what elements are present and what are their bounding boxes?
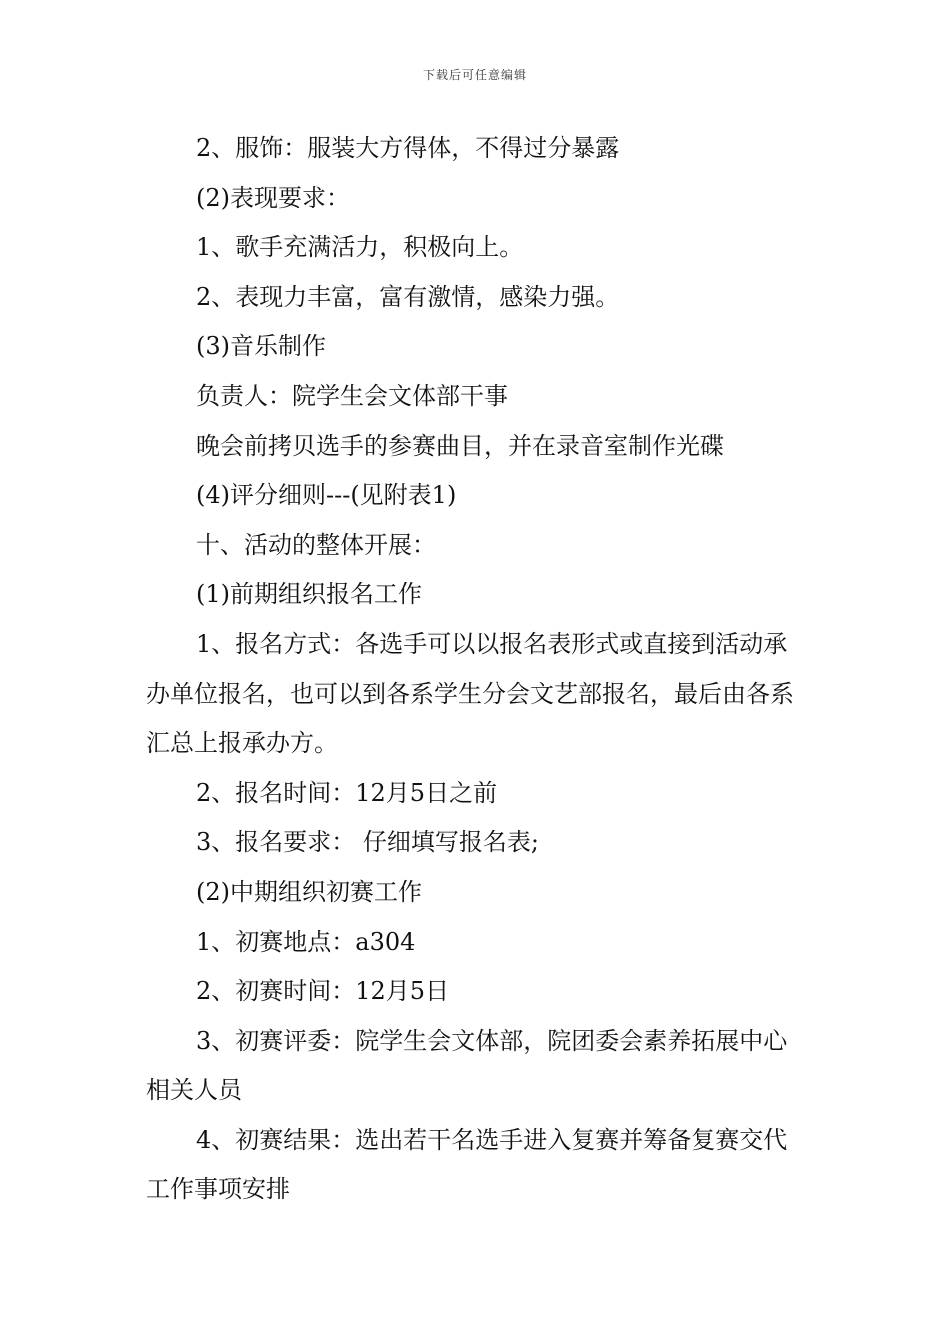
paragraph-registration-time: 2、报名时间：12月5日之前: [196, 778, 498, 807]
paragraph-registration-method: 1、报名方式：各选手可以以报名表形式或直接到活动承办单位报名，也可以到各系学生分会文艺部报名，最后由各系汇总上报承办方。: [146, 629, 794, 758]
paragraph-music-task: 晚会前拷贝选手的参赛曲目，并在录音室制作光碟: [196, 431, 724, 460]
paragraph-prelim-heading: (2)中期组织初赛工作: [196, 877, 422, 906]
paragraph-prelim-judges: 3、初赛评委：院学生会文体部，院团委会素养拓展中心相关人员: [146, 1026, 788, 1105]
paragraph-performance-2: 2、表现力丰富，富有激情，感染力强。: [196, 282, 620, 311]
paragraph-prelim-location: 1、初赛地点：a304: [196, 927, 416, 956]
paragraph-music-owner: 负责人：院学生会文体部干事: [196, 381, 508, 410]
paragraph-registration-requirement: 3、报名要求： 仔细填写报名表;: [196, 828, 539, 857]
paragraph-music-heading: (3)音乐制作: [196, 332, 326, 361]
paragraph-performance-heading: (2)表现要求：: [196, 183, 350, 212]
page-header-note: 下载后可任意编辑: [422, 68, 527, 82]
paragraph-prelim-time: 2、初赛时间：12月5日: [196, 977, 450, 1006]
paragraph-registration-heading: (1)前期组织报名工作: [196, 580, 422, 609]
paragraph-scoring: (4)评分细则---(见附表1): [196, 481, 457, 510]
document-body: [146, 124, 810, 1215]
paragraph-performance-1: 1、歌手充满活力，积极向上。: [196, 233, 524, 262]
paragraph-prelim-results: 4、初赛结果：选出若干名选手进入复赛并筹备复赛交代工作事项安排: [146, 1125, 788, 1204]
paragraph-dress: 2、服饰：服装大方得体，不得过分暴露: [196, 134, 620, 162]
section-heading-ten: 十、活动的整体开展：: [196, 530, 436, 559]
